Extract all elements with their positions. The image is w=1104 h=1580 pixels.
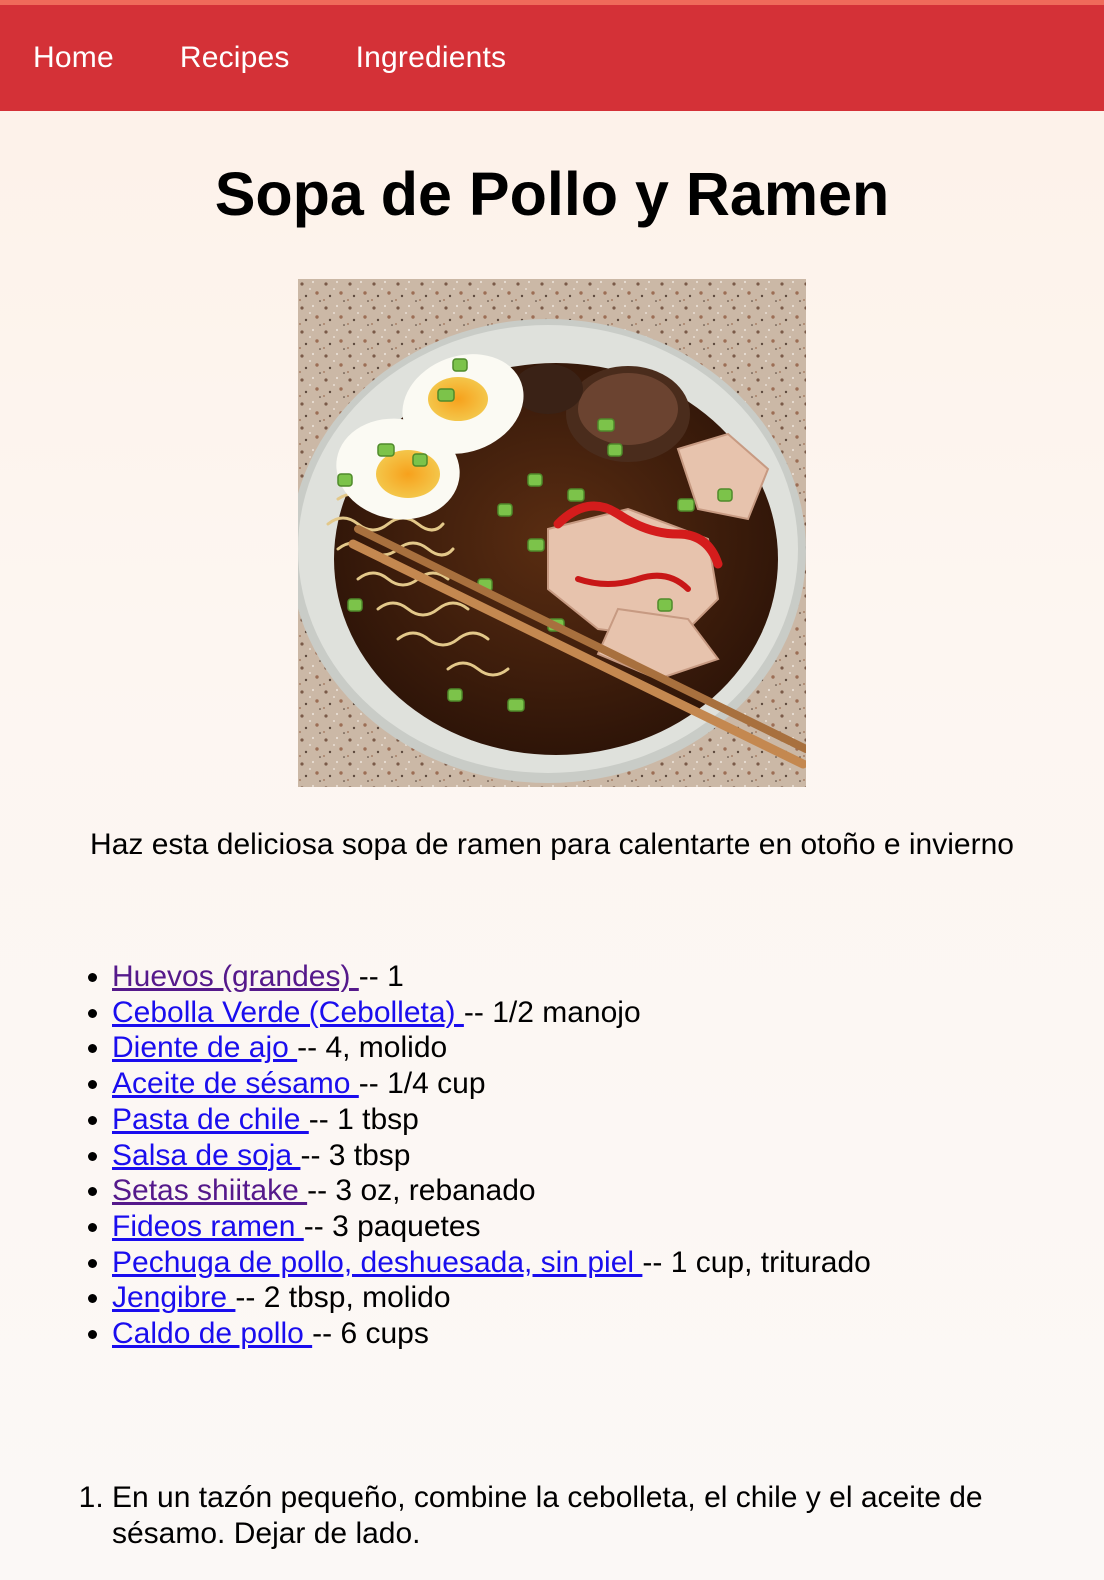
ingredient-item [112, 1280, 1104, 1316]
ingredient-quantity: -- 4, molido [297, 1031, 448, 1065]
ingredient-item [112, 995, 1104, 1031]
nav-recipes[interactable]: Recipes [179, 41, 290, 74]
ingredient-quantity: -- 1 tbsp [308, 1102, 419, 1136]
ingredient-quantity: -- 2 tbsp, molido [235, 1281, 451, 1315]
page-title: Sopa de Pollo y Ramen [214, 160, 890, 228]
ingredient-item [112, 1066, 1104, 1102]
ingredient-link[interactable]: Caldo de pollo [112, 1317, 313, 1351]
navbar [0, 5, 1104, 111]
ingredient-quantity: -- 1 cup, triturado [642, 1245, 871, 1279]
ingredient-link[interactable]: Pechuga de pollo, deshuesada, sin piel [112, 1245, 643, 1279]
ingredient-item [112, 1030, 1104, 1066]
nav-ingredients[interactable]: Ingredients [355, 41, 507, 74]
ingredient-quantity: -- 3 oz, rebanado [307, 1174, 536, 1208]
ingredient-item [112, 1209, 1104, 1245]
ramen-photo [298, 279, 806, 787]
nav-home[interactable]: Home [33, 41, 114, 74]
ingredient-link[interactable]: Pasta de chile [112, 1102, 309, 1136]
ingredient-quantity: -- 1 [358, 960, 404, 993]
ingredient-item [112, 959, 1104, 995]
ingredients-list [0, 959, 1104, 1352]
ingredient-link[interactable]: Diente de ajo [112, 1031, 298, 1065]
ingredient-link[interactable]: Setas shiitake [112, 1174, 308, 1208]
ingredient-link[interactable]: Fideos ramen [112, 1209, 304, 1243]
ingredient-item [112, 1173, 1104, 1209]
ingredient-item [112, 1245, 1104, 1281]
ingredient-quantity: -- 1/2 manojo [463, 995, 641, 1029]
ingredient-link[interactable]: Salsa de soja [112, 1138, 301, 1172]
recipe-description: Haz esta deliciosa sopa de ramen para calentarte en otoño e invierno [90, 828, 1014, 861]
steps-list [0, 1480, 1104, 1552]
ingredient-link[interactable]: Aceite de sésamo [112, 1067, 359, 1101]
ingredient-item [112, 1102, 1104, 1138]
ingredient-quantity: -- 3 tbsp [300, 1138, 411, 1172]
ingredient-link[interactable]: Huevos (grandes) [112, 960, 359, 993]
ingredient-link[interactable]: Cebolla Verde (Cebolleta) [112, 995, 464, 1029]
ingredient-quantity: -- 1/4 cup [358, 1067, 486, 1101]
ingredient-item [112, 1316, 1104, 1352]
ingredient-item [112, 1138, 1104, 1174]
ingredient-quantity: -- 3 paquetes [303, 1209, 481, 1243]
ingredient-link[interactable]: Jengibre [112, 1281, 236, 1315]
step-item: 1. En un tazón pequeño, combine la cebolleta, el chile y el aceite de sésamo. Dejar de lado. [112, 1480, 1044, 1552]
ingredient-quantity: -- 6 cups [312, 1317, 429, 1351]
photo-container [0, 279, 1104, 787]
